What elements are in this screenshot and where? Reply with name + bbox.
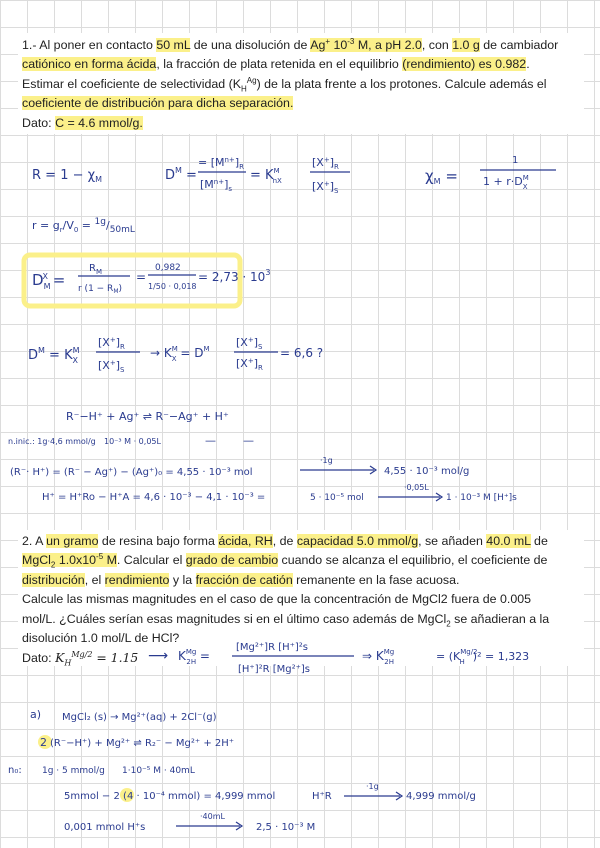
hw-chi-den: $1 + r\cdot D^M$ X: [483, 174, 529, 191]
hw-coef: 2: [40, 736, 47, 749]
hw-k-num: [Mg²⁺]R [H⁺]²s: [236, 642, 309, 653]
hw-initial-label: n.inic.: 1g·4,6 mmol/g: [8, 437, 96, 446]
hw-equilibrium-2: (R⁻−H⁺) + Mg²⁺ ⇌ R₂⁻ − Mg²⁺ + 2H⁺: [50, 738, 235, 749]
hw-initial-value: 10⁻³ M · 0,05L: [104, 437, 161, 446]
hw-equilibrium-1: R⁻−H⁺ + Ag⁺ ⇌ R⁻−Ag⁺ + H⁺: [66, 410, 229, 423]
hw-initial-dash-2: —: [243, 434, 254, 447]
hw-part-a-label: a): [30, 708, 42, 721]
hw-box-f2-den: 1/50 · 0,018: [148, 282, 197, 291]
hw-r4-num3: $[X^+]_S$: [236, 336, 263, 351]
hw-s-h: H⁺R: [312, 791, 332, 802]
problem-1-line-5: Dato: C = 4.6 mmol/g.: [22, 115, 143, 130]
hw-r4-den: $[X^+]_S$: [98, 359, 125, 374]
hw-x-den: $[X^+]_S$: [312, 180, 339, 195]
problem-2-line-5: mol/L. ¿Cuáles serían esas magnitudes si en el último caso además de MgCl$_2$ se añadieran a la: [22, 611, 550, 629]
hw-rh-arrow-label: ·1g: [320, 456, 333, 465]
hw-d-def: $D^M$ =: [165, 166, 197, 183]
hw-r-def: $r = g_r/V_0 = ^{1g}/_{50mL}$: [32, 217, 135, 235]
hw-last-result: 2,5 · 10⁻³ M: [256, 822, 316, 833]
hw-chi: $\chi_M$ =: [425, 167, 458, 186]
problem-2-line-7: Dato: $K_H^{Mg/2} = 1.15$: [22, 650, 139, 668]
problem-1-line-1: 1.- Al poner en contacto 50 mL de una disolución de Ag+ $10^{-3}$ M, a pH 2.0, con 1.0 g de cambiador: [22, 36, 559, 52]
hw-n0-a: 1g · 5 mmol/g: [42, 766, 105, 776]
hw-s-line: 5mmol − 2 (4 · 10⁻⁴ mmol) = 4,999 mmol: [64, 791, 276, 802]
hw-rh-line: (R⁻· H⁺) = (R⁻ − Ag⁺) − (Ag⁺)₀ = 4,55 · 10⁻³ mol: [10, 467, 253, 478]
hw-k-lhs: $K^{Mg}$ 2H =: [178, 648, 210, 666]
hw-h-result-2: 1 · 10⁻³ M [H⁺]s: [446, 493, 517, 503]
hw-k-result: = ($K^{Mg/2}$ H )² = 1,323: [436, 648, 530, 666]
hw-box-f2-num: 0,982: [155, 263, 181, 273]
problem-2-line-3: distribución, el rendimiento y la fracción de catión remanente en la fase acuosa.: [22, 572, 460, 587]
problem-1-line-2: catiónico en forma ácida, la fracción de plata retenida en el equilibrio (rendimiento) es 0.982.: [22, 57, 530, 72]
problem-2-line-2: MgCl$_2$ $1.0x10^{-5}$ M. Calcular el grado de cambio cuando se alcanza el equilibrio, el coeficiente de: [22, 552, 548, 570]
hw-k-den: [H⁺]²R [Mg²⁺]s: [238, 664, 311, 675]
hw-last-arrow-label: ·40mL: [200, 812, 225, 821]
hw-r-eq: $R = 1 - \chi_M$: [32, 168, 103, 184]
hw-h-arrow-label: ·0,05L: [404, 483, 429, 492]
hw-d-k: $D^M = K^M$ X: [28, 346, 80, 365]
hw-r4-den3: $[X^+]_R$: [236, 357, 263, 372]
problem-1-line-4: coeficiente de distribución para dicha separación.: [22, 96, 294, 111]
hw-initial-dash-1: —: [205, 434, 216, 447]
hw-r4-arrow: → $K^M$ $X = D^M$: [150, 345, 210, 363]
problem-1-line-3: Estimar el coeficiente de selectividad $(K_H^{Ag})$ de la plata frente a los protones. Calcule además el: [22, 75, 547, 94]
hw-chi-num: 1: [512, 155, 519, 166]
hw-x-num: $[X^+]_R$: [312, 156, 339, 171]
problem-2-line-1: 2. A un gramo de resina bajo forma ácida, RH, de capacidad 5.0 mmol/g, se añaden 40.0 mL de: [22, 534, 548, 548]
hw-s-arrow-label: ·1g: [366, 782, 379, 791]
problem-2-line-6: disolución 1.0 mol/L de HCl?: [22, 631, 180, 646]
hw-box-lhs: $D_MX$ =: [32, 271, 66, 291]
hw-box-eq2: =: [136, 270, 147, 284]
hw-r4-result: = 6,6 ?: [280, 346, 324, 360]
hw-n0-b: 1·10⁻⁵ M · 40mL: [122, 766, 195, 776]
hw-rh-result: 4,55 · 10⁻³ mol/g: [384, 466, 470, 477]
hw-k-def: = $K^M$ nX: [250, 167, 282, 185]
hw-s-result: 4,999 mmol/g: [406, 791, 476, 802]
hw-box-f1-num: $R_M$: [89, 263, 102, 276]
hw-d-num: = $[M^{n+}]_R$: [198, 156, 244, 171]
hw-box-result: = $2,73 \cdot 10^3$: [198, 268, 271, 284]
hw-h-line: H⁺ = H⁺Ro − H⁺A = 4,6 · 10⁻³ − 4,1 · 10⁻³ =: [42, 492, 266, 503]
problem-2-line-4: Calcule las mismas magnitudes en el caso de que la concentración de MgCl2 fuera de 0.005: [22, 592, 531, 607]
hw-k-implies: ⇒ $K^{Mg}$ 2H: [362, 648, 395, 666]
hw-part-a-eq: MgCl₂ (s) → Mg²⁺(aq) + 2Cl⁻(g): [62, 712, 217, 723]
hw-last-line: 0,001 mmol H⁺s: [64, 822, 146, 833]
hw-dato-arrow: ⟶: [148, 648, 169, 664]
hw-h-result: 5 · 10⁻⁵ mol: [310, 493, 364, 503]
hw-d-den: $[M^{n+}]_s$: [200, 178, 233, 193]
hw-n0-label: n₀:: [8, 765, 22, 776]
hw-r4-num: $[X^+]_R$: [98, 336, 125, 351]
hw-box-f1-den: r $(1 - R_M)$: [78, 284, 123, 295]
